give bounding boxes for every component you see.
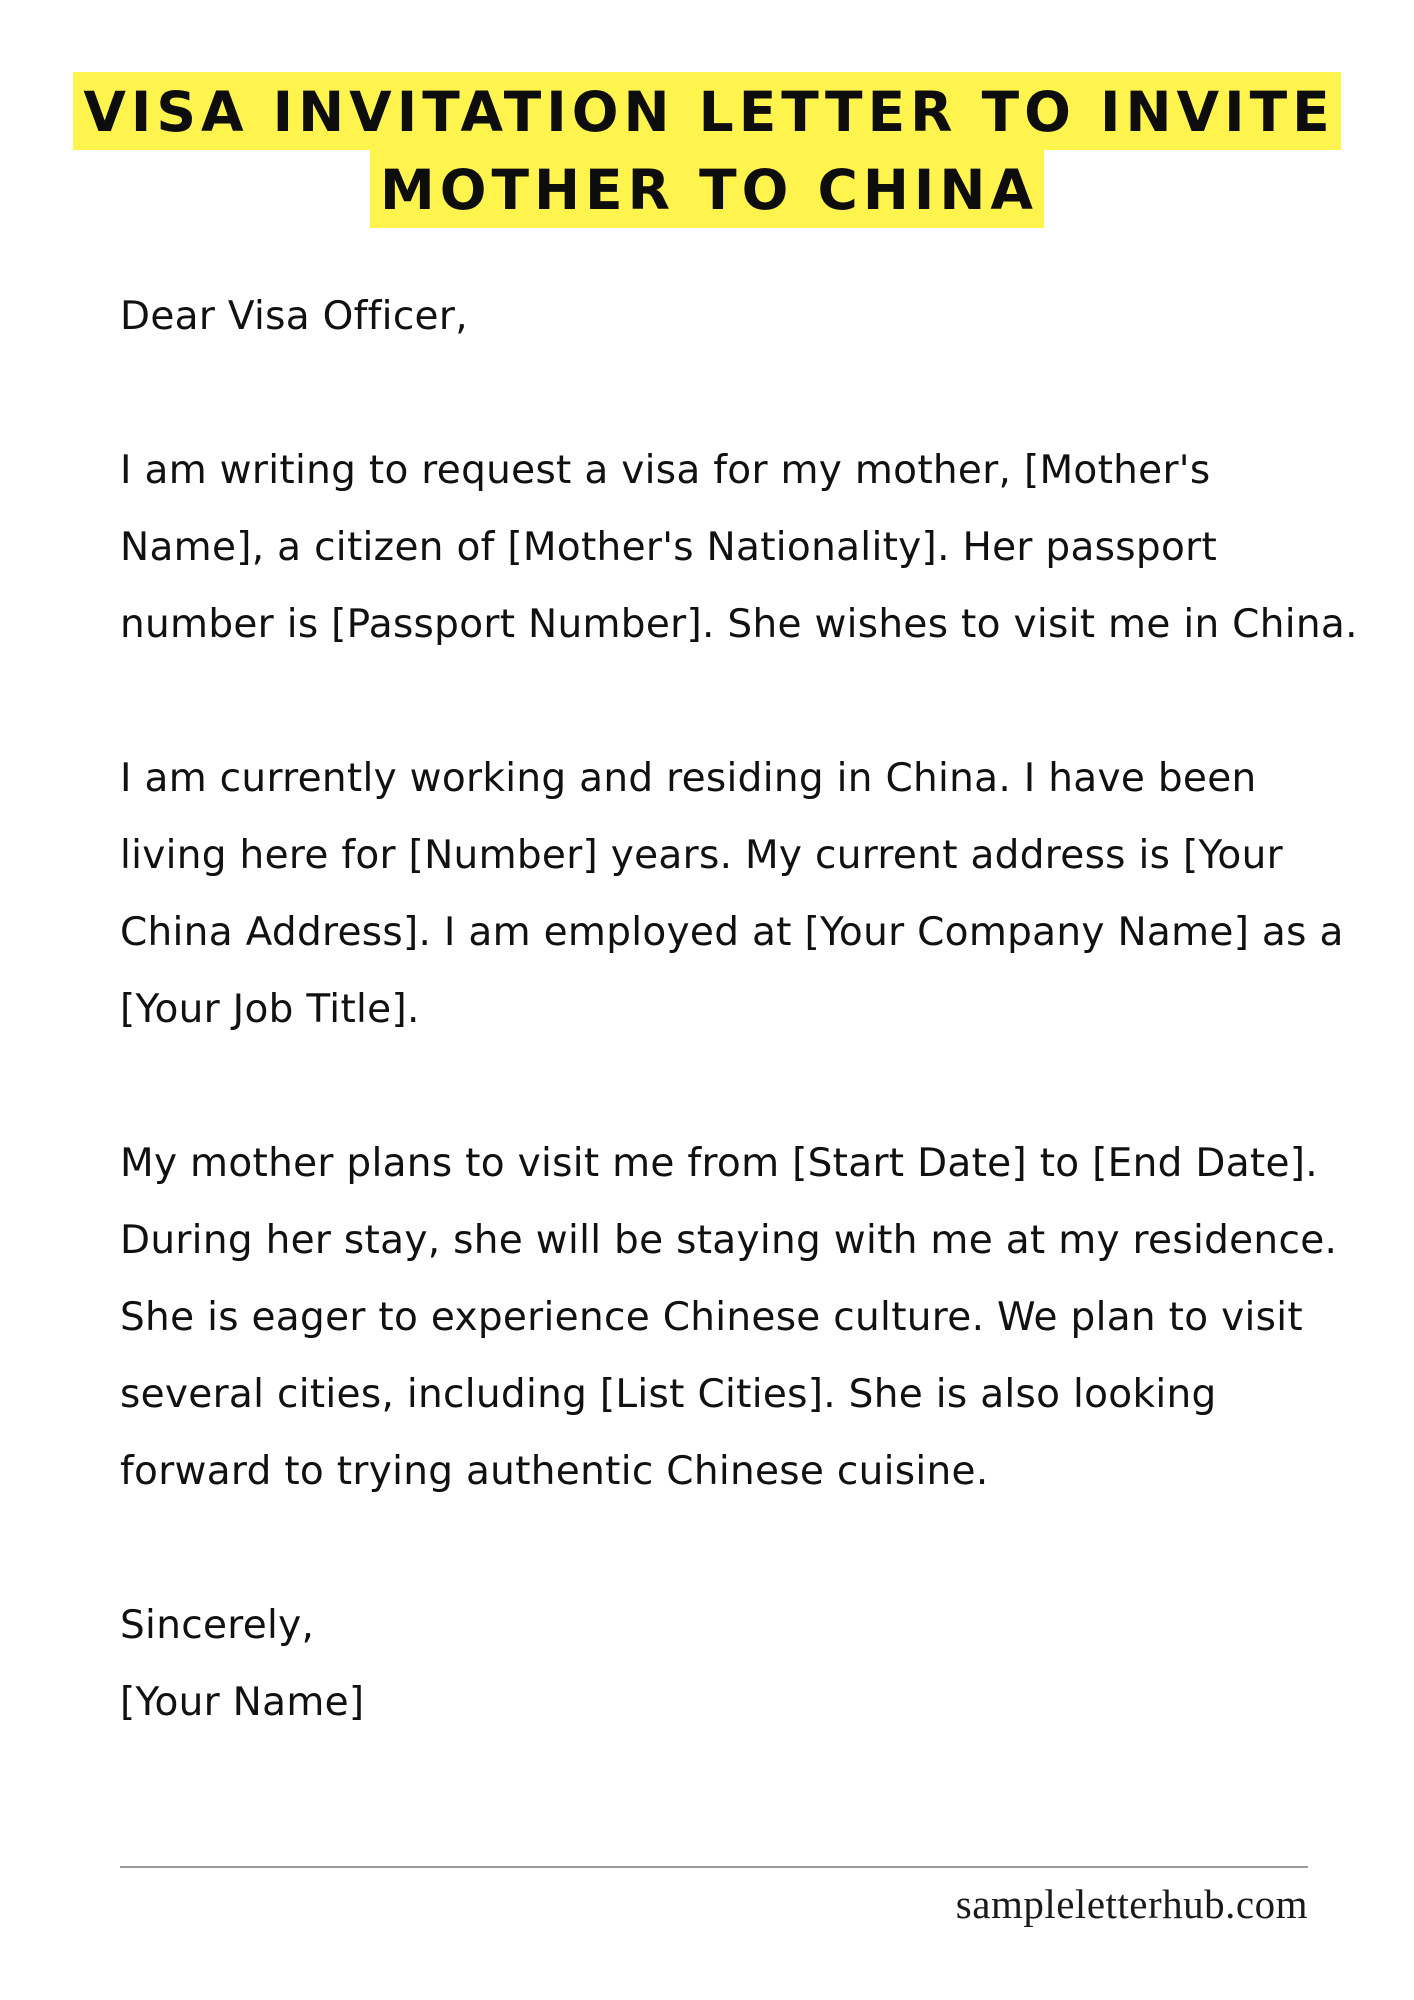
- signature: [Your Name]: [120, 1680, 365, 1725]
- salutation: Dear Visa Officer,: [120, 294, 468, 339]
- paragraph-spacer: [120, 663, 1360, 740]
- closing: Sincerely,: [120, 1603, 315, 1648]
- paragraph-spacer: [120, 1048, 1360, 1125]
- footer-divider: [120, 1866, 1308, 1868]
- title-line-1: VISA INVITATION LETTER TO INVITE: [73, 72, 1340, 150]
- paragraph-residence: I am currently working and residing in China. I have been living here for [Number] years. My current address is [Your China Address]. I am employed at [Your Company Name] as a [Your Job Title].: [120, 756, 1344, 1032]
- paragraph-spacer: [120, 355, 1360, 432]
- title-line-2: MOTHER TO CHINA: [370, 150, 1044, 228]
- page-title: [0, 72, 1414, 228]
- paragraph-request: I am writing to request a visa for my mother, [Mother's Name], a citizen of [Mother's Nationality]. Her passport number is [Passport Number]. She wishes to visit me in China.: [120, 448, 1358, 647]
- footer-website[interactable]: sampleletterhub.com: [955, 1881, 1308, 1927]
- letter-body: [120, 278, 1360, 1741]
- paragraph-visit-plans: My mother plans to visit me from [Start Date] to [End Date]. During her stay, she will be staying with me at my residence. She is eager to experience Chinese culture. We plan to visit several cities, including [List Cities]. She is also looking forward to trying authentic Chinese cuisine.: [120, 1141, 1338, 1494]
- paragraph-spacer: [120, 1510, 1360, 1587]
